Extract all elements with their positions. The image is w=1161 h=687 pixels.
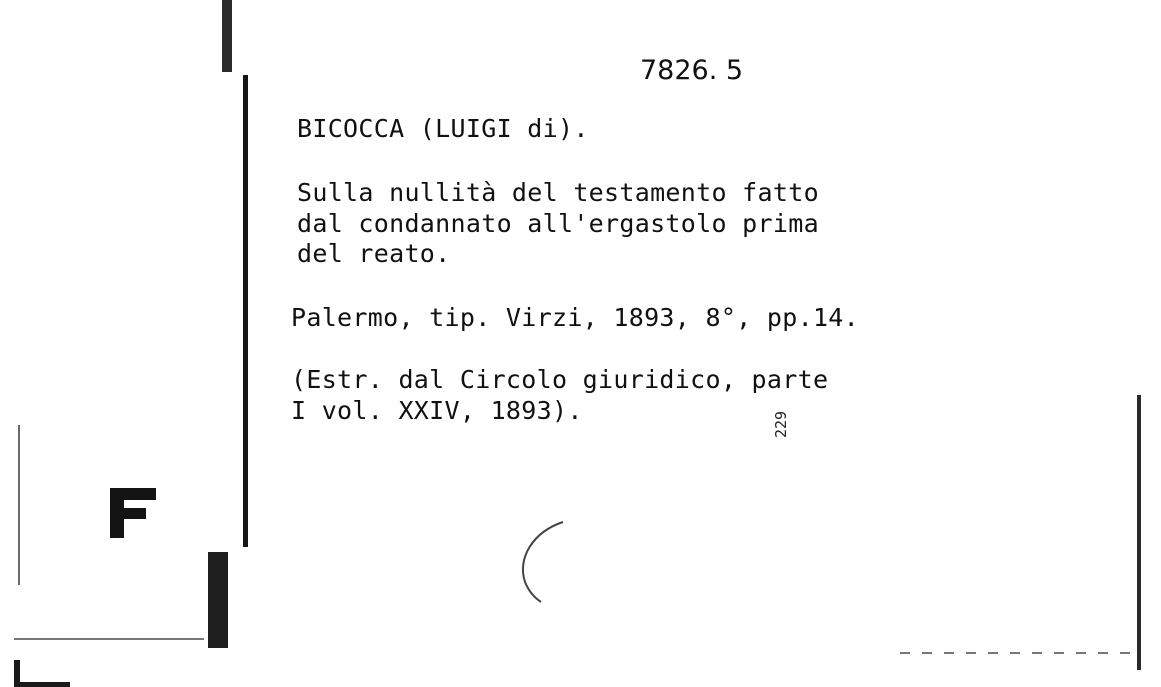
card-bottom-dotted-line <box>900 652 1130 654</box>
pencil-arc-mark <box>515 518 575 608</box>
side-number: 229 <box>772 410 790 438</box>
title-line-3: del reato. <box>297 239 451 268</box>
card-bottom-bracket <box>14 660 70 687</box>
stamp-f-icon <box>100 484 160 540</box>
card-edge-top-stub <box>222 0 232 72</box>
note-line-2: I vol. XXIV, 1893). <box>291 396 583 425</box>
card-edge-bottom-stub <box>208 552 228 648</box>
title-line-1: Sulla nullità del testamento fatto <box>297 178 819 207</box>
title-line-2: dal condannato all'ergastolo prima <box>297 209 819 238</box>
note-line-1: (Estr. dal Circolo giuridico, parte <box>291 365 829 394</box>
card-left-faint-rule <box>18 425 20 585</box>
card-right-rule <box>1137 395 1141 670</box>
catalog-number: 7826. 5 <box>640 55 744 86</box>
card-bottom-line <box>14 638 204 640</box>
card-left-rule <box>243 75 248 547</box>
imprint-line: Palermo, tip. Virzi, 1893, 8°, pp.14. <box>291 303 859 332</box>
author-heading: BICOCCA (LUIGI di). <box>297 114 589 143</box>
